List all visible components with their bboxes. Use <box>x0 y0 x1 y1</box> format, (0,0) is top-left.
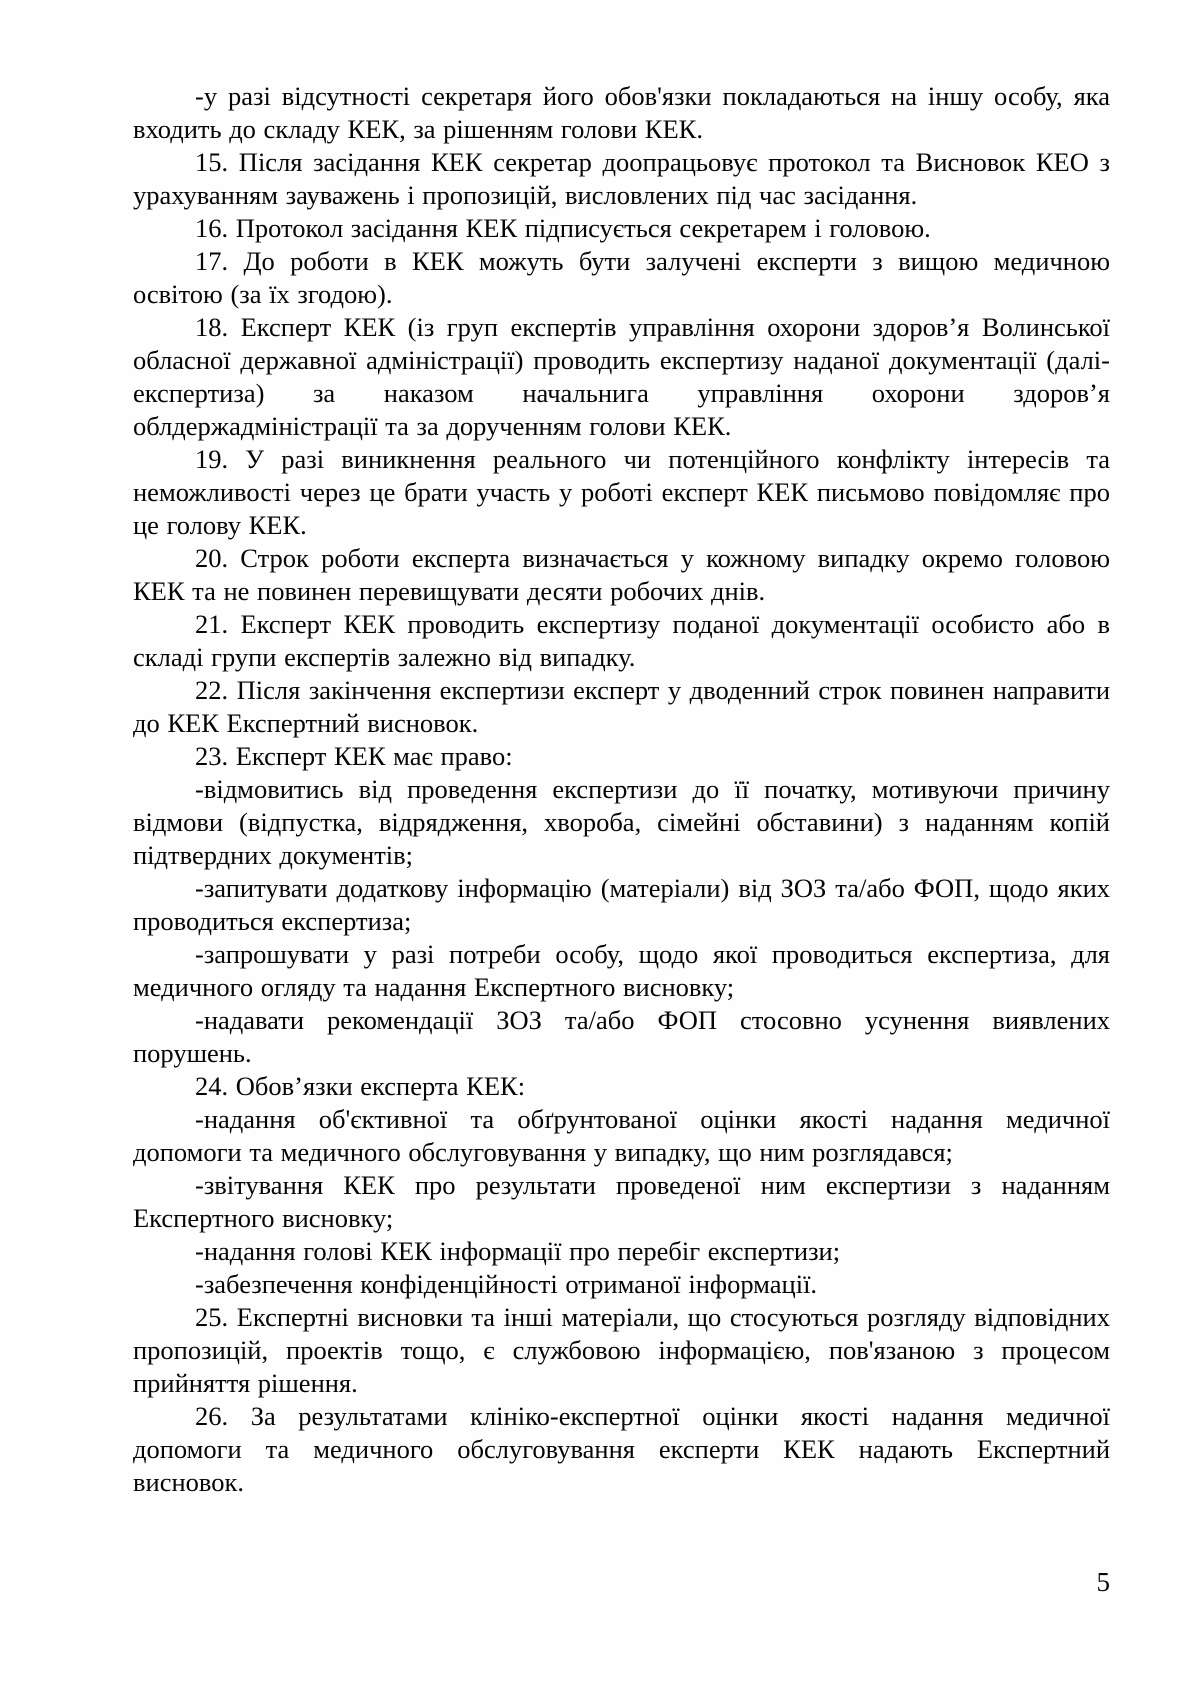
paragraph: 25. Експертні висновки та інші матеріали, що стосуються розгляду відповідних пропозицій, проектів тощо, є службовою інформацією, пов'язаною з процесом прийняття рішення. <box>133 1302 1110 1398</box>
paragraph: -звітування КЕК про результати проведеної ним експертизи з наданням Експертного висновку; <box>133 1170 1110 1233</box>
page-number: 5 <box>1096 1567 1110 1597</box>
paragraph: 16. Протокол засідання КЕК підписується секретарем і головою. <box>195 213 931 243</box>
paragraph: 23. Експерт КЕК має право: <box>195 741 513 771</box>
paragraph: -запрошувати у разі потреби особу, щодо якої проводиться експертиза, для медичного огляду та надання Експертного висновку; <box>133 939 1110 1002</box>
paragraph: -надання об'єктивної та обґрунтованої оцінки якості надання медичної допомоги та медичного обслуговування у випадку, що ним розглядався; <box>133 1104 1110 1167</box>
paragraph: 24. Обов’язки експерта КЕК: <box>195 1071 526 1101</box>
paragraph: 22. Після закінчення експертизи експерт у дводенний строк повинен направити до КЕК Експертний висновок. <box>133 675 1110 738</box>
paragraph: 17. До роботи в КЕК можуть бути залучені експерти з вищою медичною освітою (за їх згодою). <box>133 246 1110 309</box>
paragraph: -у разі відсутності секретаря його обов'язки покладаються на іншу особу, яка входить до складу КЕК, за рішенням голови КЕК. <box>133 81 1110 144</box>
paragraph: 21. Експерт КЕК проводить експертизу поданої документації особисто або в складі групи експертів залежно від випадку. <box>133 609 1110 672</box>
paragraph: 26. За результатами клініко-експертної оцінки якості надання медичної допомоги та медичного обслуговування експерти КЕК надають Експертний висновок. <box>133 1401 1110 1497</box>
paragraph: -відмовитись від проведення експертизи до її початку, мотивуючи причину відмови (відпустка, відрядження, хвороба, сімейні обставини) з наданням копій підтвердних документів; <box>133 774 1110 870</box>
paragraph: -забезпечення конфіденційності отриманої інформації. <box>195 1269 818 1299</box>
paragraph: 15. Після засідання КЕК секретар доопрацьовує протокол та Висновок КЕО з урахуванням зауважень і пропозицій, висловлених під час засідання. <box>133 147 1110 210</box>
paragraph: -надавати рекомендації ЗОЗ та/або ФОП стосовно усунення виявлених порушень. <box>133 1005 1110 1068</box>
paragraph: 20. Строк роботи експерта визначається у кожному випадку окремо головою КЕК та не повинен перевищувати десяти робочих днів. <box>133 543 1110 606</box>
paragraph: -надання голові КЕК інформації про перебіг експертизи; <box>195 1236 841 1266</box>
paragraph: -запитувати додаткову інформацію (матеріали) від ЗОЗ та/або ФОП, щодо яких проводиться експертиза; <box>133 873 1110 936</box>
document-body <box>133 80 1110 1499</box>
paragraph: 19. У разі виникнення реального чи потенційного конфлікту інтересів та неможливості через це брати участь у роботі експерт КЕК письмово повідомляє про це голову КЕК. <box>133 444 1110 540</box>
paragraph: 18. Експерт КЕК (із груп експертів управління охорони здоров’я Волинської обласної державної адміністрації) проводить експертизу наданої документації (далі-експертиза) за наказом начальнига управління охорони здоров’я облдержадміністрації та за дорученням голови КЕК. <box>133 312 1110 441</box>
